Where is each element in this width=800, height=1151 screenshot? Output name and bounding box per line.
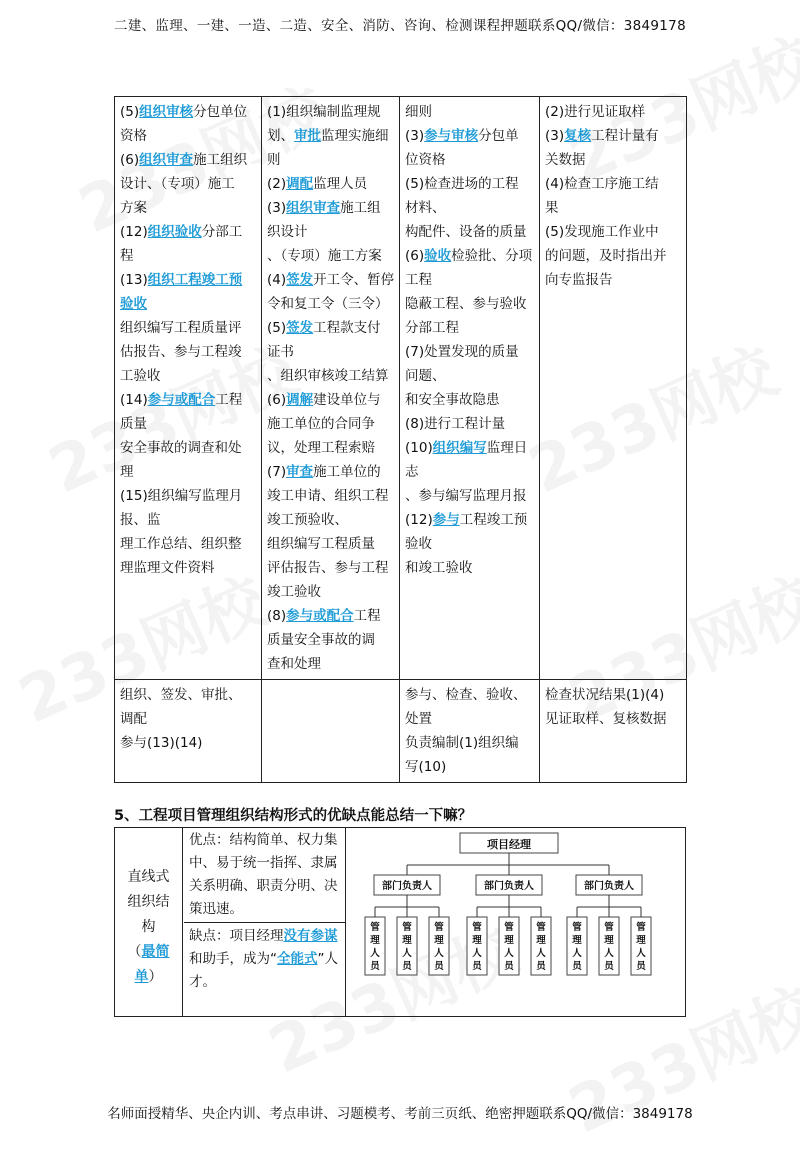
- cell-line: [120, 244, 257, 268]
- highlight-term: 参与或配合: [147, 392, 216, 408]
- staff-label: 员: [572, 961, 582, 972]
- staff-label: 理: [402, 935, 412, 946]
- highlight-term: 调解: [286, 392, 314, 408]
- text-segment: (13): [120, 272, 148, 288]
- cell-line: [405, 340, 535, 364]
- cell-line: [120, 292, 257, 316]
- table-row: [115, 680, 687, 783]
- text-segment: 工程款支付: [313, 320, 381, 336]
- text-segment: 理: [120, 464, 134, 480]
- text-segment: (5)发现施工作业中: [545, 224, 659, 240]
- text-segment: 理工作总结、组织整: [120, 536, 242, 552]
- text-segment: (1)组织编制监理规: [267, 104, 381, 120]
- cell-line: [405, 172, 535, 196]
- text-segment: 处置: [405, 711, 432, 727]
- text-segment: 、参与编写监理月报: [405, 488, 527, 504]
- cell-line: [405, 220, 535, 244]
- cell-line: [120, 388, 257, 412]
- structure-type-cell: [115, 828, 183, 1016]
- highlight-term: 复核: [564, 128, 592, 144]
- text-segment: 工程: [215, 392, 243, 408]
- type-line: 组织结: [127, 894, 170, 910]
- page-footer: 名师面授精华、央企内训、考点串讲、习题模考、考前三页纸、绝密押题联系QQ/微信：3849178: [107, 1106, 693, 1122]
- cell-line: [267, 604, 395, 628]
- text-segment: (4)检查工序施工结: [545, 176, 659, 192]
- highlight-term: 调配: [286, 176, 314, 192]
- cell-line: [405, 683, 535, 707]
- text-segment: 参与、检查、验收、: [405, 687, 527, 703]
- staff-label: 人: [636, 948, 646, 959]
- cell-line: [267, 652, 395, 676]
- cell-line: [405, 316, 535, 340]
- cell-line: [405, 364, 535, 388]
- staff-label: 理: [504, 935, 514, 946]
- cell-line: [120, 707, 257, 731]
- staff-label: 人: [434, 948, 444, 959]
- text-segment: 向专监报告: [545, 272, 613, 288]
- text-segment: 施工单位的合同争: [267, 416, 375, 432]
- text-segment: (5)检查进场的工程: [405, 176, 519, 192]
- text-segment: (8)进行工程计量: [405, 416, 506, 432]
- text-segment: 监理人员: [313, 176, 368, 192]
- staff-label: 员: [370, 961, 380, 972]
- role-cell: [262, 97, 400, 680]
- text-segment: 位资格: [405, 152, 446, 168]
- text-segment: 工程计量有: [591, 128, 659, 144]
- cell-line: [120, 412, 257, 436]
- cell-line: [405, 412, 535, 436]
- text-segment: 分包单位: [193, 104, 248, 120]
- cell-line: [267, 580, 395, 604]
- text-segment: 负责编制(1)组织编: [405, 735, 519, 751]
- cell-line: [120, 683, 257, 707]
- highlight-term: 验收: [120, 296, 147, 312]
- cell-line: [405, 436, 535, 460]
- staff-label: 管: [504, 922, 514, 933]
- type-line: 构: [141, 919, 156, 935]
- cell-line: [120, 196, 257, 220]
- cell-line: [267, 196, 395, 220]
- highlight-term: 组织审核: [139, 104, 194, 120]
- text-segment: 组织编写工程质量评: [120, 320, 242, 336]
- cell-line: [267, 316, 395, 340]
- paren: （: [127, 944, 142, 960]
- staff-label: 管: [370, 922, 380, 933]
- cell-line: [120, 124, 257, 148]
- highlight-term: 没有参谋: [283, 928, 338, 944]
- text-segment: (10): [405, 440, 433, 456]
- cell-line: [120, 460, 257, 484]
- text-segment: 和安全事故隐患: [405, 392, 500, 408]
- summary-cell: [540, 680, 687, 783]
- staff-label: 员: [536, 961, 546, 972]
- cell-line: [545, 172, 682, 196]
- summary-cell: [115, 680, 262, 783]
- text-segment: 报、监: [120, 512, 161, 528]
- cell-line: [267, 172, 395, 196]
- type-line: 直线式: [127, 869, 170, 885]
- cell-line: [405, 532, 535, 556]
- text-segment: (2): [267, 176, 287, 192]
- cell-line: [545, 196, 682, 220]
- cell-line: [405, 556, 535, 580]
- staff-label: 员: [472, 961, 482, 972]
- cell-line: [545, 148, 682, 172]
- text-segment: 竣工申请、组织工程: [267, 488, 389, 504]
- text-segment: 果: [545, 200, 559, 216]
- highlight-term: 组织验收: [147, 224, 202, 240]
- staff-label: 管: [604, 922, 614, 933]
- text-segment: 验收: [405, 536, 432, 552]
- highlight-term: 签发: [286, 272, 314, 288]
- text-segment: 安全事故的调查和处: [120, 440, 242, 456]
- text-segment: (5): [120, 104, 140, 120]
- supervision-roles-table: [114, 96, 687, 783]
- cell-line: [267, 340, 395, 364]
- highlight-term: 参与或配合: [286, 608, 354, 624]
- dept-head-label: 部门负责人: [382, 881, 432, 892]
- staff-label: 管: [402, 922, 412, 933]
- cell-line: [545, 683, 682, 707]
- cell-line: [120, 364, 257, 388]
- text-segment: 调配: [120, 711, 147, 727]
- cell-line: [545, 100, 682, 124]
- staff-label: 管: [636, 922, 646, 933]
- cell-line: [545, 244, 682, 268]
- page-header: 二建、监理、一建、一造、二造、安全、消防、咨询、检测课程押题联系QQ/微信：3849178: [114, 18, 686, 34]
- cell-line: [267, 388, 395, 412]
- text-segment: 织设计: [267, 224, 308, 240]
- text-segment: (3): [405, 128, 425, 144]
- cell-line: [120, 100, 257, 124]
- cell-line: [267, 364, 395, 388]
- cell-line: [267, 220, 395, 244]
- highlight-term: 审查: [286, 464, 314, 480]
- role-cell: [400, 97, 540, 680]
- text-segment: 程: [120, 248, 134, 264]
- text-segment: 理监理文件资料: [120, 560, 215, 576]
- staff-label: 管: [572, 922, 582, 933]
- text-segment: 检查状况结果(1)(4): [545, 687, 665, 703]
- org-chart-svg: [347, 828, 685, 1016]
- staff-label: 管: [434, 922, 444, 933]
- cell-line: [405, 707, 535, 731]
- staff-label: 人: [572, 948, 582, 959]
- cell-line: [405, 292, 535, 316]
- type-line: [115, 940, 182, 965]
- text-segment: (6): [267, 392, 287, 408]
- text-segment: 证书: [267, 344, 294, 360]
- staff-label: 理: [604, 935, 614, 946]
- role-cell: [540, 97, 687, 680]
- text-segment: 议，处理工程索赔: [267, 440, 375, 456]
- text-segment: 工验收: [120, 368, 161, 384]
- text-segment: 工程: [353, 608, 381, 624]
- staff-label: 管: [472, 922, 482, 933]
- top-manager-label: 项目经理: [487, 838, 531, 851]
- text-segment: (12): [120, 224, 148, 240]
- cell-line: [405, 755, 535, 779]
- text-segment: 开工令、暂停: [313, 272, 395, 288]
- cell-line: [405, 388, 535, 412]
- text-segment: 组织编写工程质量: [267, 536, 375, 552]
- staff-label: 员: [604, 961, 614, 972]
- staff-label: 理: [636, 935, 646, 946]
- cell-line: [120, 268, 257, 292]
- cell-line: [405, 244, 535, 268]
- cell-line: [267, 484, 395, 508]
- staff-label: 人: [504, 948, 514, 959]
- cell-line: [267, 436, 395, 460]
- text-segment: (3): [267, 200, 287, 216]
- cell-line: [120, 731, 257, 755]
- text-segment: 问题、: [405, 368, 446, 384]
- text-segment: 关数据: [545, 152, 586, 168]
- highlight-term: 单: [134, 969, 149, 985]
- dept-head-label: 部门负责人: [584, 881, 634, 892]
- text-segment: 分包单: [478, 128, 519, 144]
- text-segment: 方案: [120, 200, 147, 216]
- text-segment: (7)处置发现的质量: [405, 344, 519, 360]
- org-chart-diagram: [347, 828, 685, 1016]
- text-segment: 竣工预验收、: [267, 512, 348, 528]
- staff-label: 员: [504, 961, 514, 972]
- cell-line: [267, 268, 395, 292]
- staff-label: 理: [572, 935, 582, 946]
- text-segment: (7): [267, 464, 287, 480]
- summary-cell: [400, 680, 540, 783]
- text-segment: 施工组织: [193, 152, 248, 168]
- text-segment: 见证取样、复核数据: [545, 711, 667, 727]
- cell-line: [545, 707, 682, 731]
- table-row: [115, 97, 687, 680]
- cell-line: [267, 148, 395, 172]
- text-segment: 查和处理: [267, 656, 321, 672]
- text-segment: 设计、（专项）施工: [120, 176, 235, 192]
- staff-label: 人: [402, 948, 412, 959]
- highlight-term: 组织编写: [432, 440, 487, 456]
- cell-line: [120, 220, 257, 244]
- staff-label: 人: [370, 948, 380, 959]
- staff-label: 管: [536, 922, 546, 933]
- cell-line: [267, 124, 395, 148]
- text-segment: 细则: [405, 104, 432, 120]
- staff-label: 理: [434, 935, 444, 946]
- text-segment: 施工单位的: [313, 464, 381, 480]
- cell-line: [120, 484, 257, 508]
- staff-label: 人: [536, 948, 546, 959]
- text-segment: 参与(13)(14): [120, 735, 203, 751]
- text-segment: 令和复工令（三令）: [267, 296, 389, 312]
- text-segment: 构配件、设备的质量: [405, 224, 527, 240]
- cell-line: [545, 220, 682, 244]
- cell-line: [405, 268, 535, 292]
- highlight-term: 组织审查: [139, 152, 194, 168]
- staff-label: 员: [636, 961, 646, 972]
- cell-line: [545, 124, 682, 148]
- cell-line: [120, 436, 257, 460]
- cell-line: [405, 508, 535, 532]
- highlight-term: 组织工程竣工预: [147, 272, 243, 288]
- cons-cell: [184, 923, 346, 1016]
- text-segment: 竣工验收: [267, 584, 321, 600]
- text-segment: 质量: [120, 416, 147, 432]
- text-segment: (14): [120, 392, 148, 408]
- cell-line: [267, 556, 395, 580]
- type-line: [115, 965, 182, 990]
- staff-label: 理: [370, 935, 380, 946]
- cell-line: [267, 460, 395, 484]
- text-segment: (4): [267, 272, 287, 288]
- cell-line: [120, 316, 257, 340]
- text-segment: (6): [120, 152, 140, 168]
- cell-line: [267, 244, 395, 268]
- highlight-term: 组织审查: [286, 200, 341, 216]
- text-segment: 监理日: [486, 440, 528, 456]
- highlight-term: 全能式: [277, 951, 318, 967]
- cell-line: [120, 532, 257, 556]
- cell-line: [267, 628, 395, 652]
- cell-line: [120, 340, 257, 364]
- text-segment: 隐蔽工程、参与验收: [405, 296, 527, 312]
- text-segment: 建设单位与: [313, 392, 381, 408]
- cell-line: [267, 100, 395, 124]
- highlight-term: 签发: [286, 320, 314, 336]
- text-segment: 分部工程: [405, 320, 459, 336]
- text-segment: 评估报告、参与工程: [267, 560, 389, 576]
- highlight-term: 最简: [141, 944, 170, 960]
- text-segment: (2)进行见证取样: [545, 104, 646, 120]
- text-segment: 组织、签发、审批、: [120, 687, 242, 703]
- cell-line: [405, 196, 535, 220]
- cell-line: [267, 532, 395, 556]
- text-segment: (3): [545, 128, 565, 144]
- staff-label: 员: [402, 961, 412, 972]
- text-segment: 分部工: [201, 224, 243, 240]
- text-segment: (6): [405, 248, 425, 264]
- text-segment: 检验批、分项: [451, 248, 533, 264]
- pros-cell: 优点：结构简单、权力集中、易于统一指挥、隶属关系明确、职责分明、决策迅速。: [184, 828, 346, 923]
- text-segment: 工程竣工预: [459, 512, 528, 528]
- staff-label: 理: [536, 935, 546, 946]
- text-segment: 和助手，成为“: [189, 951, 277, 967]
- cell-line: [267, 508, 395, 532]
- staff-label: 人: [604, 948, 614, 959]
- paren: ）: [148, 969, 163, 985]
- cell-line: [405, 731, 535, 755]
- highlight-term: 参与: [432, 512, 460, 528]
- text-segment: 资格: [120, 128, 147, 144]
- highlight-term: 审批: [294, 128, 321, 144]
- cell-line: [120, 148, 257, 172]
- text-segment: 质量安全事故的调: [267, 632, 375, 648]
- cell-line: [405, 484, 535, 508]
- text-segment: 、（专项）施工方案: [267, 248, 382, 264]
- cell-line: [405, 124, 535, 148]
- cell-line: [120, 508, 257, 532]
- summary-cell: [262, 680, 400, 783]
- cell-line: [405, 148, 535, 172]
- cell-line: [405, 100, 535, 124]
- text-segment: (8): [267, 608, 287, 624]
- text-segment: 工程: [405, 272, 432, 288]
- text-segment: 的问题，及时指出并: [545, 248, 667, 264]
- section-title: 5、工程项目管理组织结构形式的优缺点能总结一下嘛？: [114, 808, 473, 824]
- text-segment: 和竣工验收: [405, 560, 473, 576]
- text-segment: (15)组织编写监理月: [120, 488, 243, 504]
- role-cell: [115, 97, 262, 680]
- text-segment: 材料、: [405, 200, 446, 216]
- text-segment: 监理实施细: [321, 128, 389, 144]
- text-segment: (12): [405, 512, 433, 528]
- cell-line: [405, 460, 535, 484]
- text-segment: 志: [405, 464, 419, 480]
- cell-line: [545, 268, 682, 292]
- cell-line: [267, 412, 395, 436]
- cell-line: [120, 556, 257, 580]
- text-segment: 缺点：项目经理: [189, 928, 284, 944]
- text-segment: 划、: [267, 128, 294, 144]
- cell-line: [267, 292, 395, 316]
- org-structure-table: [114, 827, 686, 1017]
- text-segment: 、组织审核竣工结算: [267, 368, 389, 384]
- highlight-term: 验收: [424, 248, 452, 264]
- dept-head-label: 部门负责人: [484, 881, 534, 892]
- staff-label: 员: [434, 961, 444, 972]
- staff-label: 理: [472, 935, 482, 946]
- cell-line: [120, 172, 257, 196]
- text-segment: (5): [267, 320, 287, 336]
- text-segment: 则: [267, 152, 281, 168]
- text-segment: ”人才。: [189, 951, 338, 990]
- text-segment: 估报告、参与工程竣: [120, 344, 242, 360]
- staff-label: 人: [472, 948, 482, 959]
- highlight-term: 参与审核: [424, 128, 479, 144]
- text-segment: 施工组: [340, 200, 381, 216]
- text-segment: 写(10): [405, 759, 447, 775]
